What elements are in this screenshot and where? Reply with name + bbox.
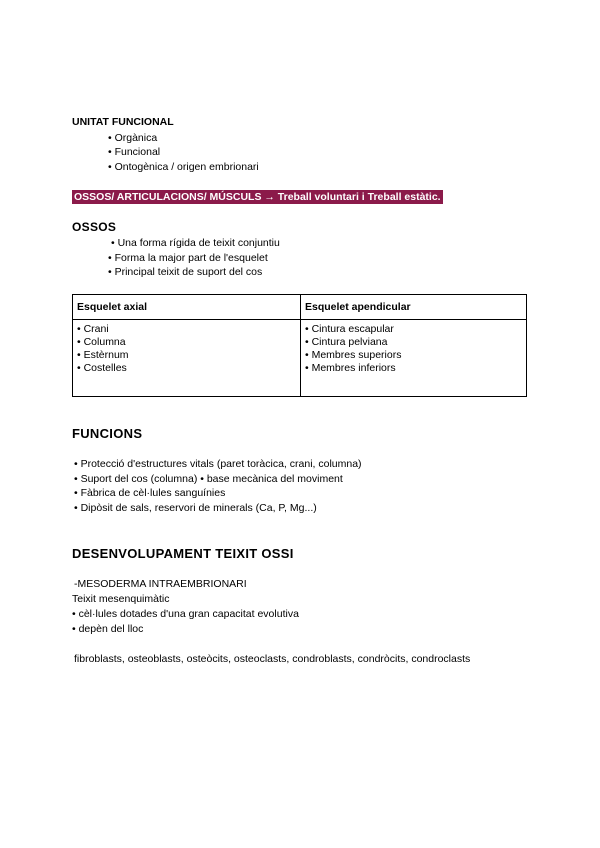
unitat-item: • Orgànica <box>108 132 158 144</box>
ossos-item: • Principal teixit de suport del cos <box>108 266 263 278</box>
funcions-title: FUNCIONS <box>72 426 143 441</box>
desenvolupament-line: • cèl·lules dotades d'una gran capacitat evolutiva <box>72 608 299 620</box>
funcions-item: • Dipòsit de sals, reservori de minerals (Ca, P, Mg...) <box>74 502 317 514</box>
desenvolupament-line: • depèn del lloc <box>72 623 144 635</box>
desenvolupament-line: Teixit mesenquimàtic <box>72 593 170 605</box>
col1-header: Esquelet axial <box>73 295 301 320</box>
col1-item: • Estèrnum <box>77 349 129 361</box>
col2-item: • Membres inferiors <box>305 362 396 374</box>
col2-item: • Membres superiors <box>305 349 402 361</box>
skeleton-table <box>72 294 527 397</box>
desenvolupament-line: -MESODERMA INTRAEMBRIONARI <box>74 578 247 590</box>
cell-types: fibroblasts, osteoblasts, osteòcits, osteoclasts, condroblasts, condròcits, condroclasts <box>74 653 471 665</box>
col2-body <box>301 320 527 397</box>
col1-item: • Costelles <box>77 362 127 374</box>
unitat-item: • Ontogènica / origen embrionari <box>108 161 259 173</box>
ossos-title: OSSOS <box>72 220 117 234</box>
funcions-item: • Protecció d'estructures vitals (paret toràcica, crani, columna) <box>74 458 362 470</box>
col2-item: • Cintura escapular <box>305 323 394 335</box>
highlight-banner: OSSOS/ ARTICULACIONS/ MÚSCULS → Treball voluntari i Treball estàtic. <box>74 191 441 203</box>
desenvolupament-title: DESENVOLUPAMENT TEIXIT OSSI <box>72 546 294 561</box>
ossos-item: • Una forma rígida de teixit conjuntiu <box>111 237 280 249</box>
col1-body <box>73 320 301 397</box>
col2-item: • Cintura pelviana <box>305 336 388 348</box>
unitat-item: • Funcional <box>108 146 161 158</box>
unitat-title: UNITAT FUNCIONAL <box>72 116 174 128</box>
col1-item: • Columna <box>77 336 126 348</box>
ossos-item: • Forma la major part de l'esquelet <box>108 252 268 264</box>
col1-item: • Crani <box>77 323 109 335</box>
funcions-item: • Fàbrica de cèl·lules sanguínies <box>74 487 226 499</box>
funcions-item: • Suport del cos (columna) • base mecànica del moviment <box>74 473 343 485</box>
col2-header: Esquelet apendicular <box>301 295 527 320</box>
